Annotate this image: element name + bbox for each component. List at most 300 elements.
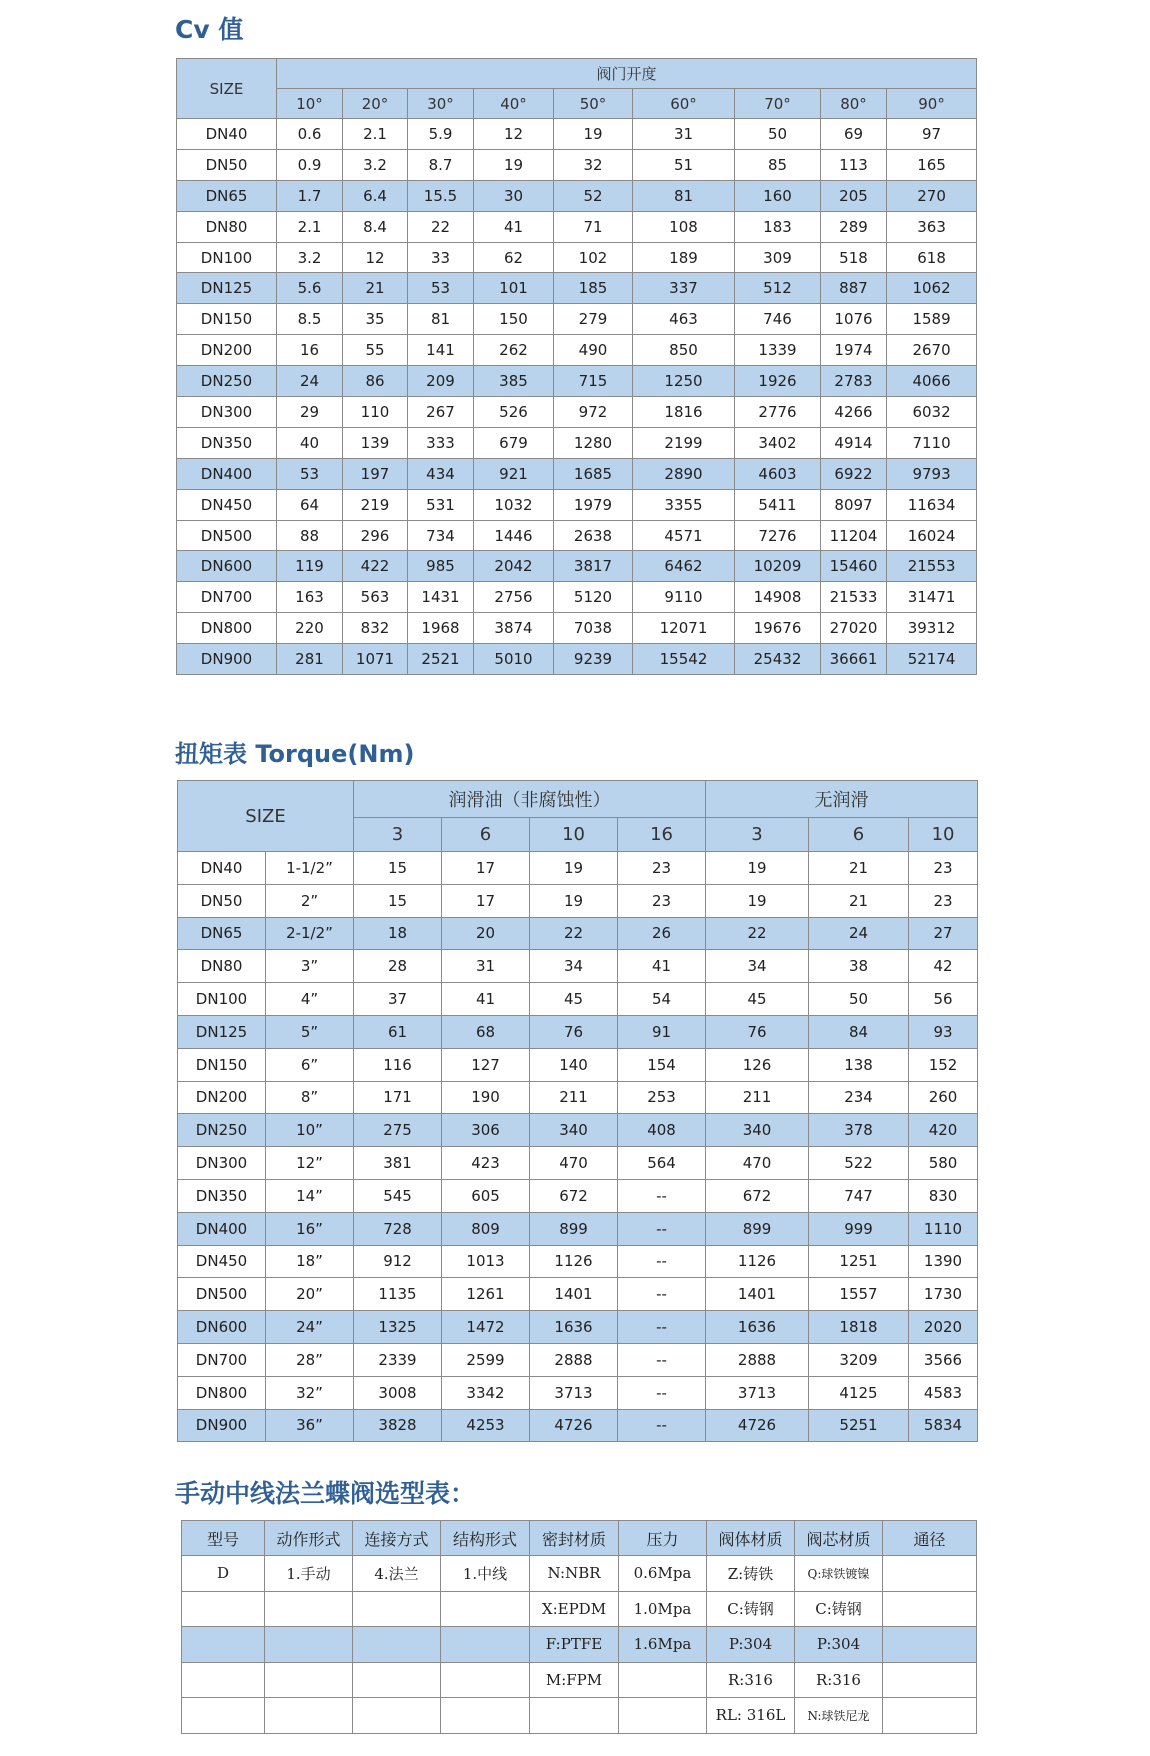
cv-value-cell: 12071 — [633, 613, 735, 644]
selection-cell — [883, 1627, 977, 1663]
torque-value-cell: 605 — [442, 1179, 530, 1212]
selection-cell — [883, 1698, 977, 1734]
size-cell: DN350 — [178, 1179, 266, 1212]
cv-value-cell: 363 — [887, 211, 977, 242]
cv-value-cell: 518 — [821, 242, 887, 273]
cv-value-cell: 5120 — [554, 582, 633, 613]
cv-value-cell: 40 — [277, 427, 343, 458]
table-row — [177, 458, 977, 489]
inch-size-cell: 20” — [266, 1278, 354, 1311]
selection-cell — [353, 1591, 441, 1627]
size-cell: DN350 — [177, 427, 277, 458]
cv-value-cell: 4603 — [735, 458, 821, 489]
torque-value-cell: 138 — [809, 1048, 909, 1081]
torque-value-cell: 22 — [706, 917, 809, 950]
cv-value-cell: 563 — [343, 582, 408, 613]
size-cell: DN125 — [178, 1015, 266, 1048]
size-cell: DN80 — [178, 950, 266, 983]
cv-degree-header: 80° — [821, 89, 887, 119]
cv-value-cell: 0.6 — [277, 119, 343, 150]
cv-value-cell: 267 — [408, 397, 474, 428]
torque-value-cell: 34 — [530, 950, 618, 983]
table-row — [178, 1245, 978, 1278]
torque-value-cell: 260 — [909, 1081, 978, 1114]
cv-value-cell: 279 — [554, 304, 633, 335]
cv-value-cell: 832 — [343, 613, 408, 644]
size-cell: DN50 — [177, 149, 277, 180]
cv-value-cell: 5.9 — [408, 119, 474, 150]
cv-value-cell: 715 — [554, 366, 633, 397]
cv-value-cell: 85 — [735, 149, 821, 180]
torque-value-cell: 19 — [706, 852, 809, 885]
selection-cell: 1.6Mpa — [619, 1627, 707, 1663]
cv-value-cell: 209 — [408, 366, 474, 397]
torque-value-cell: 127 — [442, 1048, 530, 1081]
cv-value-cell: 6.4 — [343, 180, 408, 211]
size-cell: DN450 — [177, 489, 277, 520]
torque-value-cell: 18 — [354, 917, 442, 950]
torque-value-cell: 378 — [809, 1114, 909, 1147]
table-row — [178, 1147, 978, 1180]
table-row — [177, 582, 977, 613]
torque-value-cell: 408 — [618, 1114, 706, 1147]
table-row — [177, 180, 977, 211]
selection-header: 结构形式 — [441, 1521, 530, 1556]
torque-value-cell: 1013 — [442, 1245, 530, 1278]
cv-value-cell: 1071 — [343, 644, 408, 675]
torque-value-cell: 190 — [442, 1081, 530, 1114]
cv-degree-header: 30° — [408, 89, 474, 119]
torque-value-cell: 19 — [530, 884, 618, 917]
cv-value-cell: 52174 — [887, 644, 977, 675]
torque-value-cell: -- — [618, 1212, 706, 1245]
cv-value-cell: 205 — [821, 180, 887, 211]
cv-value-cell: 512 — [735, 273, 821, 304]
selection-cell — [441, 1698, 530, 1734]
cv-value-cell: 15.5 — [408, 180, 474, 211]
cv-value-cell: 183 — [735, 211, 821, 242]
table-row — [178, 1311, 978, 1344]
torque-value-cell: 56 — [909, 983, 978, 1016]
torque-value-cell: 672 — [530, 1179, 618, 1212]
selection-cell — [619, 1662, 707, 1698]
torque-value-cell: -- — [618, 1311, 706, 1344]
torque-value-cell: 3828 — [354, 1409, 442, 1442]
cv-value-cell: 52 — [554, 180, 633, 211]
selection-cell — [353, 1662, 441, 1698]
cv-degree-header: 20° — [343, 89, 408, 119]
size-cell: DN150 — [178, 1048, 266, 1081]
torque-value-cell: 3713 — [706, 1376, 809, 1409]
table-row — [177, 427, 977, 458]
table-row — [178, 884, 978, 917]
selection-cell — [619, 1698, 707, 1734]
torque-value-cell: 76 — [706, 1015, 809, 1048]
selection-cell: D — [182, 1556, 265, 1592]
cv-value-cell: 53 — [277, 458, 343, 489]
cv-value-cell: 139 — [343, 427, 408, 458]
cv-value-cell: 88 — [277, 520, 343, 551]
torque-value-cell: 20 — [442, 917, 530, 950]
torque-value-cell: 50 — [809, 983, 909, 1016]
cv-value-cell: 41 — [474, 211, 554, 242]
cv-table — [176, 58, 977, 675]
cv-value-cell: 422 — [343, 551, 408, 582]
selection-cell: 4.法兰 — [353, 1556, 441, 1592]
cv-value-cell: 1979 — [554, 489, 633, 520]
selection-cell: R:316 — [707, 1662, 795, 1698]
size-cell: DN800 — [177, 613, 277, 644]
cv-degree-header: 10° — [277, 89, 343, 119]
torque-value-cell: 21 — [809, 884, 909, 917]
torque-value-cell: 1126 — [706, 1245, 809, 1278]
cv-value-cell: 6462 — [633, 551, 735, 582]
torque-value-cell: 306 — [442, 1114, 530, 1147]
size-cell: DN40 — [178, 852, 266, 885]
torque-value-cell: 4726 — [706, 1409, 809, 1442]
cv-value-cell: 12 — [474, 119, 554, 150]
torque-pressure-header: 6 — [809, 818, 909, 852]
size-cell: DN700 — [178, 1343, 266, 1376]
torque-value-cell: 234 — [809, 1081, 909, 1114]
cv-value-cell: 4066 — [887, 366, 977, 397]
torque-value-cell: 899 — [706, 1212, 809, 1245]
torque-value-cell: 54 — [618, 983, 706, 1016]
cv-value-cell: 108 — [633, 211, 735, 242]
selection-cell — [182, 1627, 265, 1663]
torque-value-cell: 1325 — [354, 1311, 442, 1344]
torque-value-cell: 1472 — [442, 1311, 530, 1344]
inch-size-cell: 4” — [266, 983, 354, 1016]
cv-value-cell: 385 — [474, 366, 554, 397]
table-row — [178, 1015, 978, 1048]
torque-value-cell: 2339 — [354, 1343, 442, 1376]
cv-value-cell: 8097 — [821, 489, 887, 520]
torque-value-cell: 4583 — [909, 1376, 978, 1409]
size-cell: DN80 — [177, 211, 277, 242]
selection-cell — [441, 1591, 530, 1627]
inch-size-cell: 10” — [266, 1114, 354, 1147]
selection-header: 连接方式 — [353, 1521, 441, 1556]
cv-value-cell: 101 — [474, 273, 554, 304]
torque-value-cell: 76 — [530, 1015, 618, 1048]
torque-value-cell: 41 — [442, 983, 530, 1016]
torque-value-cell: 580 — [909, 1147, 978, 1180]
cv-value-cell: 19 — [554, 119, 633, 150]
cv-value-cell: 309 — [735, 242, 821, 273]
torque-pressure-header: 3 — [354, 818, 442, 852]
selection-header: 压力 — [619, 1521, 707, 1556]
size-cell: DN100 — [177, 242, 277, 273]
cv-value-cell: 4266 — [821, 397, 887, 428]
size-cell: DN400 — [178, 1212, 266, 1245]
torque-value-cell: 93 — [909, 1015, 978, 1048]
table-row — [178, 1212, 978, 1245]
table-row — [178, 1114, 978, 1147]
torque-value-cell: 1818 — [809, 1311, 909, 1344]
cv-value-cell: 8.5 — [277, 304, 343, 335]
cv-title: Cv 值 — [175, 15, 244, 44]
cv-value-cell: 1250 — [633, 366, 735, 397]
cv-value-cell: 7276 — [735, 520, 821, 551]
torque-value-cell: 116 — [354, 1048, 442, 1081]
size-cell: DN65 — [178, 917, 266, 950]
torque-value-cell: -- — [618, 1245, 706, 1278]
torque-value-cell: 15 — [354, 884, 442, 917]
selection-cell: N:NBR — [530, 1556, 619, 1592]
cv-value-cell: 3.2 — [343, 149, 408, 180]
inch-size-cell: 24” — [266, 1311, 354, 1344]
cv-value-cell: 531 — [408, 489, 474, 520]
table-row — [182, 1591, 977, 1627]
cv-value-cell: 16 — [277, 335, 343, 366]
size-cell: DN300 — [177, 397, 277, 428]
table-row — [177, 273, 977, 304]
cv-value-cell: 8.4 — [343, 211, 408, 242]
torque-value-cell: 2599 — [442, 1343, 530, 1376]
selection-cell — [441, 1627, 530, 1663]
size-cell: DN800 — [178, 1376, 266, 1409]
cv-value-cell: 3874 — [474, 613, 554, 644]
cv-value-cell: 1816 — [633, 397, 735, 428]
inch-size-cell: 3” — [266, 950, 354, 983]
cv-value-cell: 1280 — [554, 427, 633, 458]
cv-value-cell: 2199 — [633, 427, 735, 458]
torque-value-cell: 1401 — [706, 1278, 809, 1311]
torque-value-cell: 5251 — [809, 1409, 909, 1442]
cv-size-header: SIZE — [177, 59, 277, 119]
cv-value-cell: 15460 — [821, 551, 887, 582]
cv-value-cell: 4571 — [633, 520, 735, 551]
torque-value-cell: 3209 — [809, 1343, 909, 1376]
torque-pressure-header: 10 — [909, 818, 978, 852]
cv-value-cell: 50 — [735, 119, 821, 150]
torque-value-cell: 2888 — [706, 1343, 809, 1376]
torque-value-cell: 140 — [530, 1048, 618, 1081]
torque-value-cell: 1135 — [354, 1278, 442, 1311]
selection-cell: Q:球铁镀镍 — [795, 1556, 883, 1592]
selection-cell — [353, 1698, 441, 1734]
torque-value-cell: 1557 — [809, 1278, 909, 1311]
cv-value-cell: 2521 — [408, 644, 474, 675]
cv-value-cell: 102 — [554, 242, 633, 273]
cv-value-cell: 21 — [343, 273, 408, 304]
torque-value-cell: 1730 — [909, 1278, 978, 1311]
cv-value-cell: 2670 — [887, 335, 977, 366]
cv-value-cell: 19 — [474, 149, 554, 180]
table-row — [177, 211, 977, 242]
torque-pressure-header: 6 — [442, 818, 530, 852]
cv-value-cell: 850 — [633, 335, 735, 366]
cv-value-cell: 53 — [408, 273, 474, 304]
torque-value-cell: 126 — [706, 1048, 809, 1081]
torque-value-cell: 45 — [706, 983, 809, 1016]
cv-value-cell: 16024 — [887, 520, 977, 551]
torque-value-cell: -- — [618, 1179, 706, 1212]
cv-value-cell: 113 — [821, 149, 887, 180]
torque-value-cell: 23 — [618, 884, 706, 917]
cv-value-cell: 9239 — [554, 644, 633, 675]
torque-value-cell: 1401 — [530, 1278, 618, 1311]
inch-size-cell: 14” — [266, 1179, 354, 1212]
table-row — [178, 917, 978, 950]
selection-cell: 0.6Mpa — [619, 1556, 707, 1592]
torque-value-cell: 23 — [618, 852, 706, 885]
torque-table — [177, 780, 978, 1442]
torque-value-cell: 3566 — [909, 1343, 978, 1376]
selection-cell: M:FPM — [530, 1662, 619, 1698]
selection-cell: C:铸钢 — [795, 1591, 883, 1627]
size-cell: DN400 — [177, 458, 277, 489]
cv-value-cell: 8.7 — [408, 149, 474, 180]
torque-value-cell: 728 — [354, 1212, 442, 1245]
cv-value-cell: 189 — [633, 242, 735, 273]
cv-value-cell: 2638 — [554, 520, 633, 551]
cv-value-cell: 97 — [887, 119, 977, 150]
cv-value-cell: 1431 — [408, 582, 474, 613]
cv-value-cell: 296 — [343, 520, 408, 551]
cv-value-cell: 71 — [554, 211, 633, 242]
torque-value-cell: 24 — [809, 917, 909, 950]
cv-value-cell: 24 — [277, 366, 343, 397]
cv-value-cell: 1685 — [554, 458, 633, 489]
cv-value-cell: 12 — [343, 242, 408, 273]
selection-header: 阀芯材质 — [795, 1521, 883, 1556]
inch-size-cell: 12” — [266, 1147, 354, 1180]
cv-value-cell: 1076 — [821, 304, 887, 335]
cv-value-cell: 69 — [821, 119, 887, 150]
cv-value-cell: 1.7 — [277, 180, 343, 211]
torque-value-cell: 2888 — [530, 1343, 618, 1376]
torque-lubricated-header: 润滑油（非腐蚀性） — [354, 781, 706, 818]
cv-value-cell: 33 — [408, 242, 474, 273]
cv-value-cell: 1062 — [887, 273, 977, 304]
inch-size-cell: 6” — [266, 1048, 354, 1081]
torque-value-cell: 26 — [618, 917, 706, 950]
cv-degree-header: 50° — [554, 89, 633, 119]
torque-value-cell: 420 — [909, 1114, 978, 1147]
cv-value-cell: 185 — [554, 273, 633, 304]
torque-value-cell: 545 — [354, 1179, 442, 1212]
selection-table — [181, 1520, 977, 1734]
torque-value-cell: 564 — [618, 1147, 706, 1180]
table-row — [182, 1698, 977, 1734]
selection-cell — [265, 1662, 353, 1698]
torque-value-cell: 17 — [442, 884, 530, 917]
cv-value-cell: 337 — [633, 273, 735, 304]
inch-size-cell: 32” — [266, 1376, 354, 1409]
cv-value-cell: 679 — [474, 427, 554, 458]
cv-opening-header: 阀门开度 — [277, 59, 977, 89]
torque-value-cell: 809 — [442, 1212, 530, 1245]
cv-value-cell: 746 — [735, 304, 821, 335]
torque-value-cell: 68 — [442, 1015, 530, 1048]
torque-value-cell: 17 — [442, 852, 530, 885]
inch-size-cell: 2” — [266, 884, 354, 917]
torque-value-cell: 912 — [354, 1245, 442, 1278]
selection-cell: C:铸钢 — [707, 1591, 795, 1627]
torque-value-cell: 28 — [354, 950, 442, 983]
cv-value-cell: 3355 — [633, 489, 735, 520]
cv-value-cell: 7110 — [887, 427, 977, 458]
cv-value-cell: 27020 — [821, 613, 887, 644]
table-row — [178, 1048, 978, 1081]
inch-size-cell: 5” — [266, 1015, 354, 1048]
table-row — [177, 644, 977, 675]
cv-value-cell: 7038 — [554, 613, 633, 644]
torque-value-cell: 1636 — [706, 1311, 809, 1344]
cv-value-cell: 2776 — [735, 397, 821, 428]
torque-value-cell: 211 — [530, 1081, 618, 1114]
table-row — [182, 1662, 977, 1698]
cv-value-cell: 921 — [474, 458, 554, 489]
torque-value-cell: 1636 — [530, 1311, 618, 1344]
selection-cell: P:304 — [707, 1627, 795, 1663]
table-row — [178, 852, 978, 885]
cv-value-cell: 160 — [735, 180, 821, 211]
cv-value-cell: 1968 — [408, 613, 474, 644]
cv-value-cell: 10209 — [735, 551, 821, 582]
selection-header: 阀体材质 — [707, 1521, 795, 1556]
inch-size-cell: 8” — [266, 1081, 354, 1114]
size-cell: DN700 — [177, 582, 277, 613]
selection-cell — [265, 1591, 353, 1627]
cv-value-cell: 2042 — [474, 551, 554, 582]
torque-value-cell: 61 — [354, 1015, 442, 1048]
torque-value-cell: 340 — [530, 1114, 618, 1147]
cv-degree-header: 90° — [887, 89, 977, 119]
cv-value-cell: 2890 — [633, 458, 735, 489]
size-cell: DN150 — [177, 304, 277, 335]
cv-value-cell: 6922 — [821, 458, 887, 489]
torque-value-cell: 27 — [909, 917, 978, 950]
cv-value-cell: 9110 — [633, 582, 735, 613]
cv-value-cell: 35 — [343, 304, 408, 335]
cv-value-cell: 31471 — [887, 582, 977, 613]
torque-value-cell: 470 — [530, 1147, 618, 1180]
selection-cell — [265, 1698, 353, 1734]
selection-cell — [883, 1556, 977, 1592]
torque-value-cell: -- — [618, 1376, 706, 1409]
size-cell: DN500 — [177, 520, 277, 551]
torque-value-cell: 340 — [706, 1114, 809, 1147]
table-row — [177, 335, 977, 366]
table-row — [177, 119, 977, 150]
cv-value-cell: 21553 — [887, 551, 977, 582]
cv-value-cell: 1974 — [821, 335, 887, 366]
torque-dry-header: 无润滑 — [706, 781, 978, 818]
size-cell: DN250 — [178, 1114, 266, 1147]
size-cell: DN600 — [178, 1311, 266, 1344]
inch-size-cell: 18” — [266, 1245, 354, 1278]
selection-cell — [182, 1591, 265, 1627]
table-row — [177, 489, 977, 520]
torque-pressure-header: 10 — [530, 818, 618, 852]
cv-value-cell: 2783 — [821, 366, 887, 397]
selection-header: 密封材质 — [530, 1521, 619, 1556]
torque-value-cell: 84 — [809, 1015, 909, 1048]
torque-value-cell: 1251 — [809, 1245, 909, 1278]
size-cell: DN200 — [178, 1081, 266, 1114]
cv-value-cell: 618 — [887, 242, 977, 273]
cv-value-cell: 36661 — [821, 644, 887, 675]
cv-value-cell: 333 — [408, 427, 474, 458]
table-row — [178, 1278, 978, 1311]
cv-value-cell: 5010 — [474, 644, 554, 675]
cv-value-cell: 972 — [554, 397, 633, 428]
selection-cell — [883, 1662, 977, 1698]
selection-cell: R:316 — [795, 1662, 883, 1698]
